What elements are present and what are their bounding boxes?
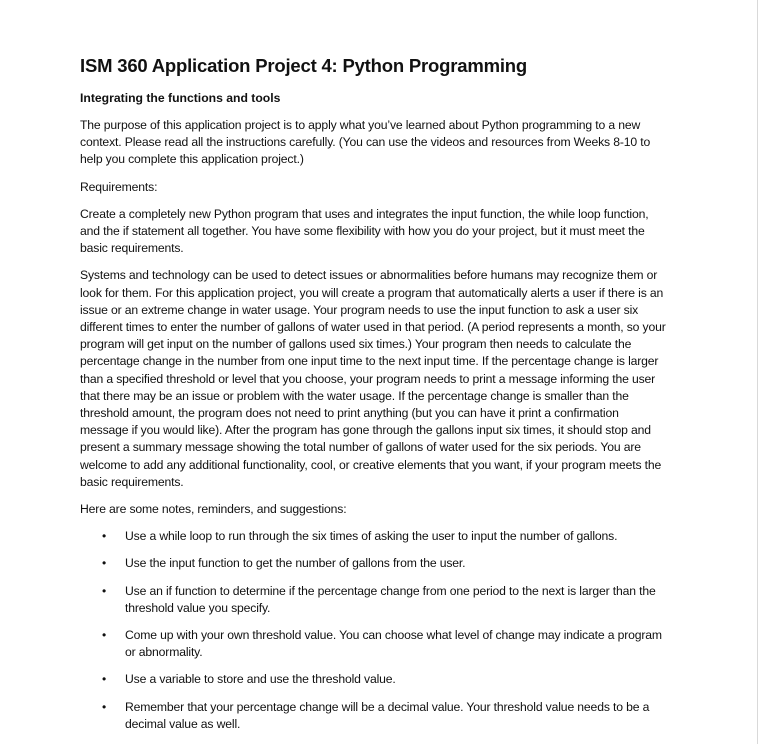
requirements-label: Requirements: [80,179,158,194]
bullet-icon: • [102,628,107,643]
document-title: ISM 360 Application Project 4: Python Programming [80,55,527,76]
document-subheading: Integrating the functions and tools [80,91,281,105]
bullet-icon: • [102,583,107,598]
list-item-text: Use a variable to store and use the threshold value. [125,672,396,687]
list-item [80,671,668,688]
bullet-icon: • [102,672,107,687]
list-item-text: Use a while loop to run through the six times of asking the user to input the number of gallons. [125,529,618,544]
list-item [80,555,668,572]
list-item [80,627,668,661]
purpose-paragraph: The purpose of this application project is to apply what you’ve learned about Python programming to a new context. Please read all the instructions carefully. (You can use the videos and resources from Weeks 8-10 to help you complete this application project.) [80,118,651,167]
bullet-icon: • [102,529,107,544]
document-content [80,52,668,733]
list-item-text: Remember that your percentage change will be a decimal value. Your threshold value needs to be a decimal value as well. [125,699,650,731]
list-item-text: Use the input function to get the number of gallons from the user. [125,556,466,571]
project-description-paragraph: Systems and technology can be used to detect issues or abnormalities before humans may recognize them or look for them. For this application project, you will create a program that automatically alerts a user if there is an issue or an extreme change in water usage. Your program needs to use the input function to ask a user six different times to enter the number of gallons of water used in that period. (A period represents a month, so your program will get input on the number of gallons used six times.) Your program then needs to calculate the percentage change in the number from one input time to the next input time. If the percentage change is larger than a specified threshold or level that you choose, your program needs to print a message informing the user that there may be an issue or problem with the water usage. If the percentage change is smaller than the threshold amount, the program does not need to print anything (but you can have it print a confirmation message if you would like). After the program has gone through the gallons input six times, it should stop and present a summary message showing the total number of gallons of water used for the six periods. You are welcome to add any additional functionality, cool, or creative elements that you want, if your program meets the basic requirements. [80,268,666,489]
list-item-text: Come up with your own threshold value. You can choose what level of change may indicate a program or abnormality. [125,628,662,660]
list-item-text: Use an if function to determine if the percentage change from one period to the next is larger than the threshold value you specify. [125,583,656,615]
list-item [80,528,668,545]
bullet-icon: • [102,556,107,571]
notes-list [80,528,668,733]
notes-intro: Here are some notes, reminders, and suggestions: [80,502,347,517]
list-item [80,699,668,733]
list-item [80,583,668,617]
bullet-icon: • [102,699,107,714]
requirements-paragraph: Create a completely new Python program that uses and integrates the input function, the while loop function, and the if statement all together. You have some flexibility with how you do your project, but it must meet the basic requirements. [80,206,649,256]
